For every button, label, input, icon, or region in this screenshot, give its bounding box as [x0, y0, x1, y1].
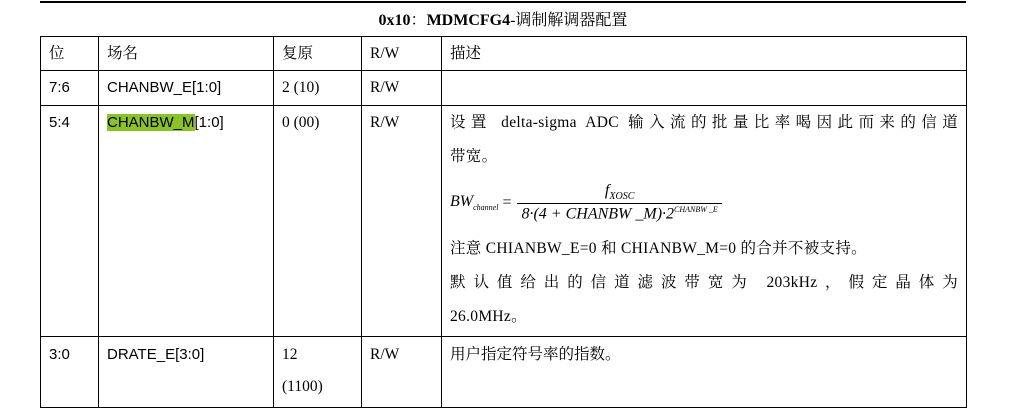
reset-value: 12: [282, 346, 298, 363]
register-title: [40, 6, 966, 36]
bit-cell: 7:6: [41, 71, 99, 106]
bit-cell: 3:0: [41, 337, 99, 408]
table-row: [41, 337, 967, 408]
header-row: [41, 37, 967, 71]
fraction-bar: [517, 203, 721, 204]
field-cell: CHANBW_E[1:0]: [99, 71, 274, 106]
desc-default: 26.0MHz。: [450, 308, 527, 325]
desc-line: 带宽。: [450, 148, 498, 165]
bit-cell: 5:4: [41, 106, 99, 337]
header-reset: 复原: [274, 37, 362, 71]
reset-cell: [274, 337, 362, 408]
reset-cell: 0 (00): [274, 106, 362, 337]
formula-numerator: $f_{XOSC}$: [604, 182, 635, 203]
bandwidth-formula: [450, 174, 958, 232]
rw-cell: R/W: [362, 106, 442, 337]
register-address: 0x10: [378, 12, 411, 29]
formula-fraction: [517, 182, 721, 224]
field-cell: DRATE_E[3:0]: [99, 337, 274, 408]
header-bit: 位: [41, 37, 99, 71]
header-rw: R/W: [362, 37, 442, 71]
formula-equals: =: [502, 194, 512, 211]
table-row: [41, 71, 967, 106]
formula-denominator: 8·(4 + CHANBW $\_M)\cdot 2^{CHANBW \_E}$: [521, 205, 718, 223]
desc-default: 默认值给出的信道滤波带宽为 203kHz，假定晶体为: [450, 274, 958, 291]
title-separator: ：: [410, 12, 427, 29]
formula-lhs: $BW_{channel}$: [450, 193, 499, 213]
register-table: [40, 36, 967, 408]
top-rule: [40, 1, 966, 3]
desc-note: 注意 CHIANBW_E=0 和 CHIANBW_M=0 的合并不被支持。: [450, 240, 867, 257]
register-name: MDMCFG4: [426, 12, 511, 29]
register-description: -调制解调器配置: [510, 12, 628, 29]
rw-cell: R/W: [362, 71, 442, 106]
field-suffix: [1:0]: [194, 114, 224, 131]
highlighted-field-name: CHANBW_M: [107, 114, 195, 131]
desc-line: 设置 delta-sigma ADC 输入流的批量比率喝因此而来的信道: [450, 114, 958, 131]
field-cell: [99, 106, 274, 337]
desc-cell: [442, 71, 967, 106]
reset-binary: (1100): [282, 378, 323, 395]
table-row: [41, 106, 967, 337]
header-desc: 描述: [442, 37, 967, 71]
reset-cell: 2 (10): [274, 71, 362, 106]
desc-cell: [442, 106, 967, 337]
rw-cell: R/W: [362, 337, 442, 408]
header-field: 场名: [99, 37, 274, 71]
desc-cell: 用户指定符号率的指数。: [442, 337, 967, 408]
